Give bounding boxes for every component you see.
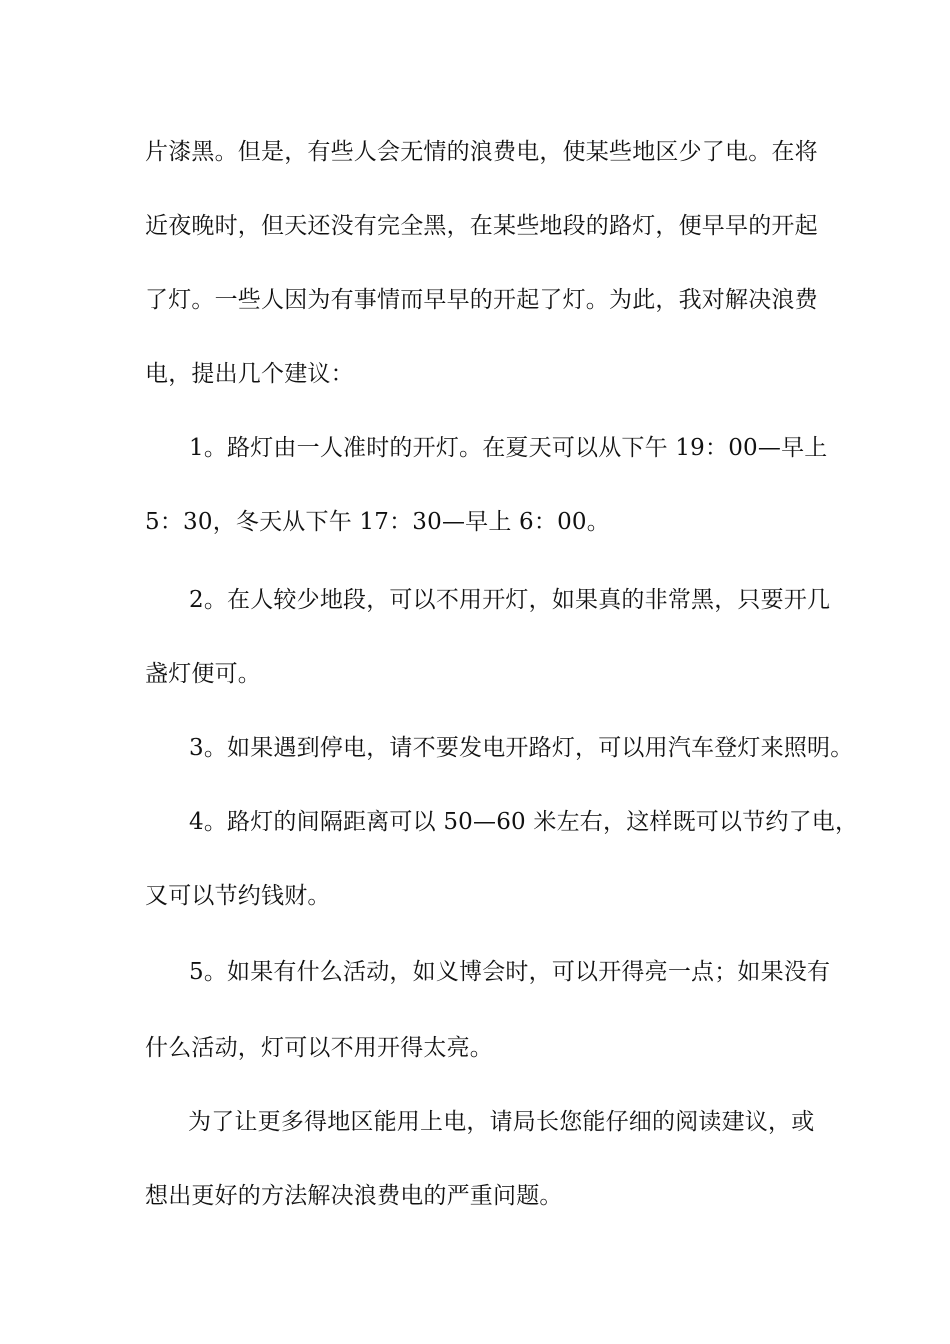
text-line-4: 电，提出几个建议： [145,361,354,387]
paragraph-line [0,132,950,172]
text-line-13: 什么活动，灯可以不用开得太亮。 [145,1035,493,1061]
suggestion-1-line-2 [0,502,950,542]
text-line-5: 1。路灯由一人准时的开灯。在夏天可以从下午 19：00—早上 [189,435,828,461]
text-line-6: 5：30，冬天从下午 17：30—早上 6：00。 [145,509,610,535]
suggestion-1-line-1 [0,428,950,468]
text-line-2: 近夜晚时，但天还没有完全黑，在某些地段的路灯，便早早的开起 [145,213,818,239]
text-line-1: 片漆黑。但是，有些人会无情的浪费电，使某些地区少了电。在将 [145,139,818,165]
text-line-8: 盏灯便可。 [145,661,261,687]
suggestion-3-line-1 [0,728,950,768]
suggestion-5-line-2 [0,1028,950,1068]
text-line-10: 4。路灯的间隔距离可以 50—60 米左右，这样既可以节约了电， [189,809,859,835]
suggestion-5-line-1 [0,952,950,992]
text-line-12: 5。如果有什么活动，如义博会时，可以开得亮一点；如果没有 [189,959,831,985]
suggestion-4-line-1 [0,802,950,842]
text-line-7: 2。在人较少地段，可以不用开灯，如果真的非常黑，只要开几 [189,587,831,613]
paragraph-line [0,206,950,246]
text-line-15: 想出更好的方法解决浪费电的严重问题。 [145,1183,563,1209]
suggestion-2-line-1 [0,580,950,620]
text-line-14: 为了让更多得地区能用上电，请局长您能仔细的阅读建议，或 [188,1109,815,1135]
text-line-11: 又可以节约钱财。 [145,883,331,909]
closing-line-1 [0,1102,950,1142]
suggestion-2-line-2 [0,654,950,694]
text-line-9: 3。如果遇到停电，请不要发电开路灯，可以用汽车登灯来照明。 [189,735,854,761]
paragraph-line [0,354,950,394]
closing-line-2 [0,1176,950,1216]
paragraph-line [0,280,950,320]
suggestion-4-line-2 [0,876,950,916]
text-line-3: 了灯。一些人因为有事情而早早的开起了灯。为此，我对解决浪费 [145,287,818,313]
